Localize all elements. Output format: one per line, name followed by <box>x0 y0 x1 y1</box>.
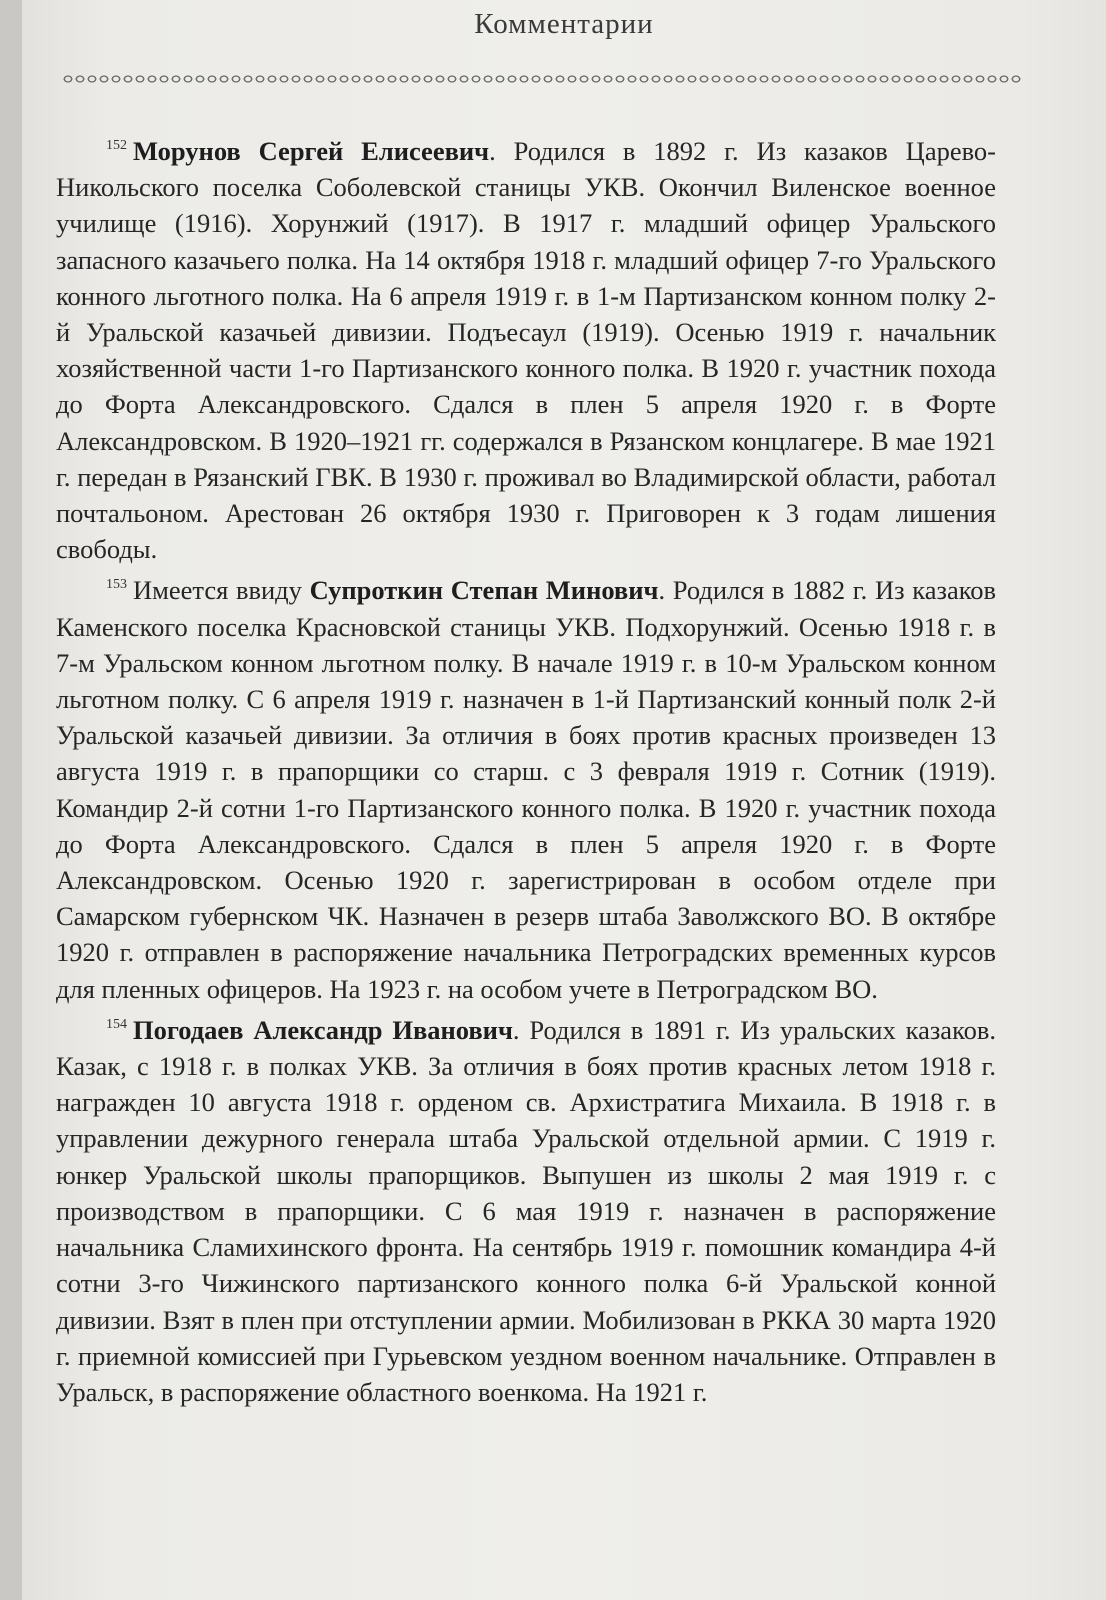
footnote-number: 152 <box>106 138 127 153</box>
note-152 <box>56 128 996 567</box>
person-name: Супроткин Степан Минович <box>309 575 659 606</box>
footnote-number: 153 <box>106 577 127 593</box>
running-head: Комментарии <box>474 8 654 40</box>
note-body: . Родился в 1891 г. Из уральских казаков. Казак, с 1918 г. в полках УКВ. За отличия в боях против красных летом 1918 г. награжден 10 августа 1918 г. орденом св. Архистратига Михаила. В 1918 г. в управлении дежурного генерала штаба Уральской отдельной армии. С 1919 г. юнкер Уральской школы прапорщиков. Выпушен из школы 2 мая 1919 г. с производством в прапорщики. С 6 мая 1919 г. назначен в распоряжение начальника Сламихинского фронта. На сентябрь 1919 г. помошник командира 4-й сотни 3-го Чижинского партизанского конного полка 6-й Уральской конной дивизии. Взят в плен при отступлении армии. Мобилизован в РККА 30 марта 1920 г. приемной комиссией при Гурьевском уездном военном начальнике. Отправлен в Уральск, в распоряжение областного военкома. На 1921 г. <box>56 1014 996 1407</box>
commentary-text <box>56 128 996 1410</box>
footnote-number: 154 <box>106 1016 127 1032</box>
person-name: Морунов Сергей Елисеевич <box>133 136 490 166</box>
book-page <box>22 0 1106 1600</box>
note-lead: Имеется ввиду <box>133 575 310 606</box>
note-body: . Родился в 1882 г. Из казаков Каменского поселка Красновской станицы УКВ. Подхорунжий. Осенью 1918 г. в 7-м Уральском конном льготном полку. В начале 1919 г. в 10-м Уральском конном льготном полку. С 6 апреля 1919 г. назначен в 1-й Партизанский конный полк 2-й Уральской казачьей дивизии. За отличия в боях против красных произведен 13 августа 1919 г. в прапорщики со старш. с 3 февраля 1919 г. Сотник (1919). Командир 2-й сотни 1-го Партизанского конного полка. В 1920 г. участник похода до Форта Александровского. Сдался в плен 5 апреля 1920 г. в Форте Александровском. Осенью 1920 г. зарегистрирован в особом отделе при Самарском губернском ЧК. Назначен в резерв штаба Заволжского ВО. В октябре 1920 г. отправлен в распоряжение начальника Петроградских временных курсов для пленных офицеров. На 1923 г. на особом учете в Петроградском ВО. <box>56 575 996 1004</box>
note-153 <box>56 567 996 1006</box>
ornament-divider <box>62 72 1022 86</box>
note-154 <box>56 1007 996 1410</box>
note-body: . Родился в 1892 г. Из казаков Царево-Никольского поселка Соболевской станицы УКВ. Окончил Виленское военное училище (1916). Хорунжий (1917). В 1917 г. младший офицер Уральского запасного казачьего полка. На 14 октября 1918 г. младший офицер 7-го Уральского конного льготного полка. На 6 апреля 1919 г. в 1-м Партизанском конном полку 2-й Уральской казачьей дивизии. Подъесаул (1919). Осенью 1919 г. начальник хозяйственной части 1-го Партизанского конного полка. В 1920 г. участник похода до Форта Александровского. Сдался в плен 5 апреля 1920 г. в Форте Александровском. В 1920–1921 гг. содержался в Рязанском концлагере. В мае 1921 г. передан в Рязанский ГВК. В 1930 г. проживал во Владимирской области, работал почтальоном. Арестован 26 октября 1930 г. Приговорен к 3 годам лишения свободы. <box>56 136 996 565</box>
person-name: Погодаев Александр Иванович <box>133 1014 513 1045</box>
